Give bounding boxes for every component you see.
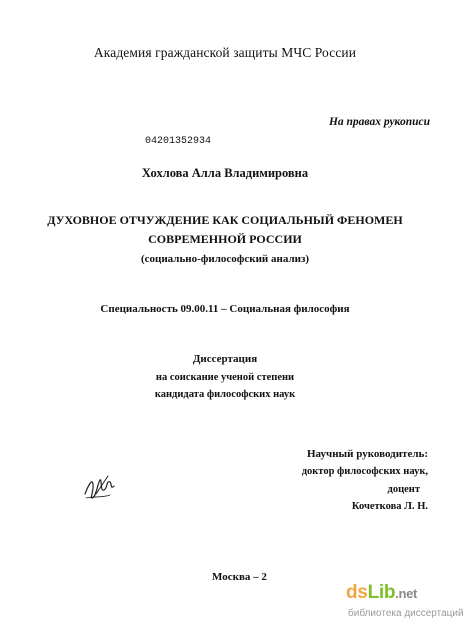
- degree-name: кандидата философских наук: [154, 389, 296, 400]
- dissertation-title-line-1: ДУХОВНОЕ ОТЧУЖДЕНИЕ КАК СОЦИАЛЬНЫЙ ФЕНОМЕН: [47, 213, 403, 227]
- supervisor-title: доцент: [387, 484, 420, 495]
- dissertation-subtitle: (социально-философский анализ): [140, 253, 310, 265]
- city-year: Москва – 2: [212, 571, 267, 583]
- dslib-logo: [346, 582, 417, 604]
- logo-part-lib: Lib: [367, 582, 396, 603]
- logo-part-net: .net: [395, 586, 418, 601]
- watermark-tagline: библиотека диссертаций: [348, 608, 464, 619]
- supervisor-heading: Научный руководитель:: [307, 448, 428, 460]
- dissertation-label: Диссертация: [192, 353, 258, 365]
- supervisor-name: Кочеткова Л. Н.: [351, 501, 428, 512]
- dissertation-title-line-2: СОВРЕМЕННОЙ РОССИИ: [148, 232, 302, 246]
- institution-name: Академия гражданской защиты МЧС России: [93, 45, 357, 60]
- logo-part-ds: ds: [346, 582, 368, 603]
- specialty-line: Специальность 09.00.11 – Социальная философия: [100, 303, 350, 315]
- supervisor-degree: доктор философских наук,: [301, 466, 428, 477]
- author-name: Хохлова Алла Владимировна: [141, 166, 309, 180]
- degree-purpose: на соискание ученой степени: [155, 372, 295, 383]
- handwritten-signature: [80, 468, 120, 504]
- manuscript-rights-note: На правах рукописи: [328, 116, 430, 128]
- document-code: 04201352934: [145, 136, 212, 147]
- dslib-watermark[interactable]: [342, 582, 464, 626]
